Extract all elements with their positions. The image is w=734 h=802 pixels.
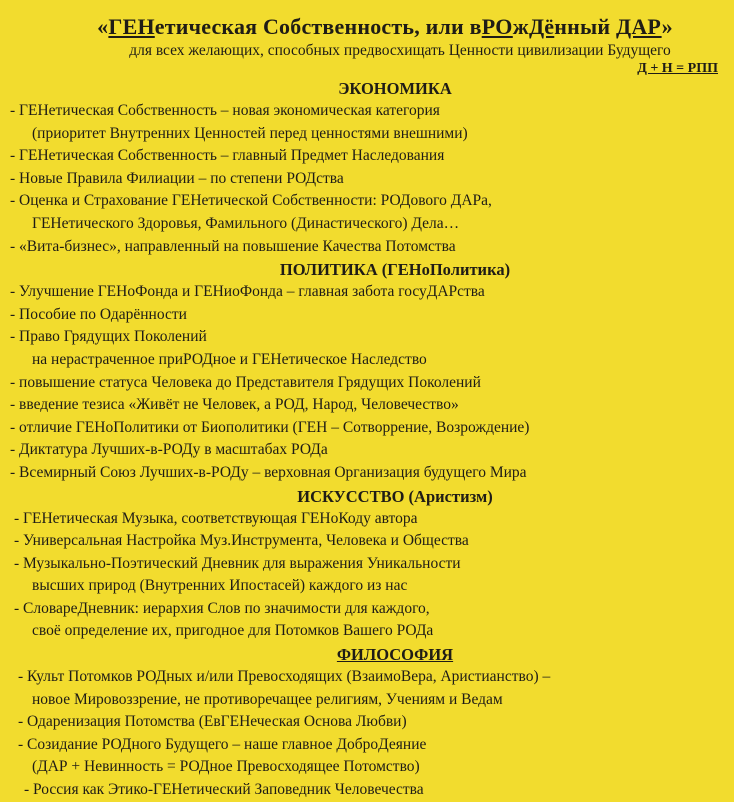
- list-item: - Музыкально-Поэтический Дневник для выражения Уникальности: [14, 554, 461, 572]
- list-item: - СловареДневник: иерархия Слов по значимости для каждого,: [14, 599, 430, 617]
- list-item: - Культ Потомков РОДных и/или Превосходящих (ВзаимоВера, Аристианство) –: [18, 668, 551, 686]
- art-list: [10, 508, 720, 644]
- list-item: на нерастраченное приРОДное и ГЕНетическое Наследство: [32, 350, 427, 368]
- list-item: - Право Грядущих Поколений: [10, 328, 207, 346]
- list-item: (приоритет Внутренних Ценностей перед ценностями внешними): [32, 124, 468, 142]
- philosophy-list: [10, 666, 720, 802]
- list-item: - Всемирный Союз Лучших-в-РОДу – верховная Организация будущего Мира: [10, 463, 527, 481]
- section-title-art: ИСКУССТВО (Аристизм): [297, 486, 493, 506]
- list-item: - ГЕНетическая Собственность – главный Предмет Наследования: [10, 147, 445, 165]
- page-subtitle: для всех желающих, способных предвосхищать Ценности цивилизации Будущего: [129, 42, 671, 59]
- section-title-economy: ЭКОНОМИКА: [338, 79, 452, 98]
- list-item: новое Мировоззрение, не противоречащее религиям, Учениям и Ведам: [32, 690, 503, 708]
- section-title-politics: ПОЛИТИКА (ГЕНоПолитика): [279, 260, 511, 280]
- list-item: - Оценка и Страхование ГЕНетической Собственности: РОДового ДАРа,: [10, 192, 492, 210]
- list-item: - Новые Правила Филиации – по степени РОДства: [10, 169, 344, 187]
- formula: Д + Н = РПП: [637, 61, 718, 76]
- list-item: - введение тезиса «Живёт не Человек, а РОД, Народ, Человечество»: [10, 396, 459, 414]
- list-item: - Одаренизация Потомства (ЕвГЕНеческая Основа Любви): [18, 713, 407, 731]
- list-item: - Россия как Этико-ГЕНетический Заповедник Человечества: [24, 781, 424, 799]
- list-item: - ГЕНетическая Собственность – новая экономическая категория: [10, 102, 440, 119]
- list-item: - ГЕНетическая Музыка, соответствующая ГЕНоКоду автора: [14, 509, 418, 527]
- list-item: - Созидание РОДного Будущего – наше главное ДоброДеяние: [18, 735, 427, 753]
- section-title-philosophy: ФИЛОСОФИЯ: [336, 645, 454, 665]
- list-item: - повышение статуса Человека до Представителя Грядущих Поколений: [10, 373, 481, 391]
- list-item: ГЕНетического Здоровья, Фамильного (Династического) Дела…: [32, 214, 460, 232]
- list-item: - Диктатура Лучших-в-РОДу в масштабах РОДа: [10, 441, 328, 459]
- politics-list: [10, 281, 720, 484]
- list-item: (ДАР + Невинность = РОДное Превосходящее Потомство): [32, 758, 420, 776]
- list-item: - Улучшение ГЕНоФонда и ГЕНиоФонда – главная забота госуДАРства: [10, 283, 485, 301]
- list-item: своё определение их, пригодное для Потомков Вашего РОДа: [32, 622, 434, 640]
- economy-list: [10, 100, 720, 258]
- list-item: - отличие ГЕНоПолитики от Биополитики (ГЕН – Сотворрение, Возрождение): [10, 418, 530, 436]
- list-item: высших природ (Внутренних Ипостасей) каждого из нас: [32, 577, 408, 595]
- list-item: - Универсальная Настройка Муз.Инструмента, Человека и Общества: [14, 532, 469, 550]
- page-title: «ГЕНетическая Собственность, или вРОжДённый ДАР»: [97, 14, 673, 39]
- list-item: - «Вита-бизнес», направленный на повышение Качества Потомства: [10, 237, 456, 255]
- list-item: - Пособие по Одарённости: [10, 305, 187, 323]
